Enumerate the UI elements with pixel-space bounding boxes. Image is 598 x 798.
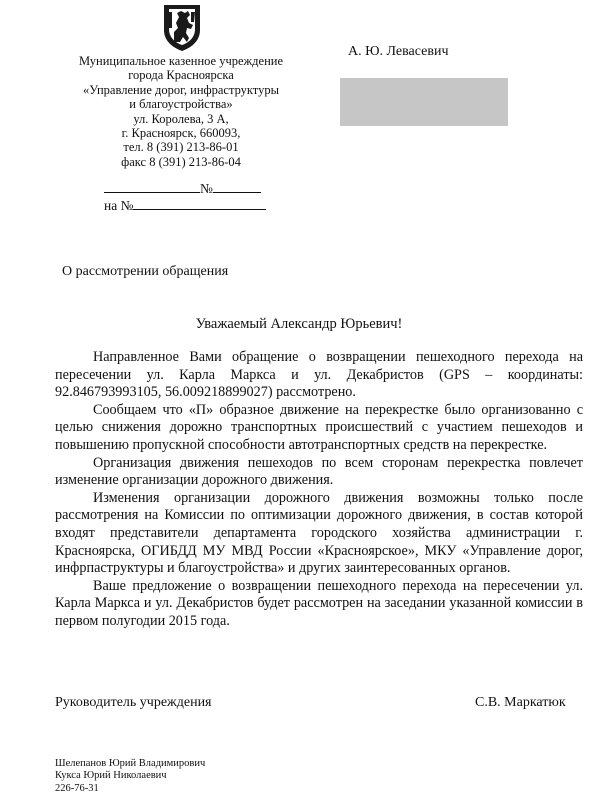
letter-subject: О рассмотрении обращения: [62, 264, 229, 279]
org-address-line: ул. Королева, 3 А,: [133, 111, 229, 126]
executor-phone: 226-76-31: [55, 782, 99, 794]
org-line: Муниципальное казенное учреждение: [78, 54, 284, 68]
body-paragraph: Организация движения пешеходов по всем сторонам перекрестка повлечет изменение организации дорожного движения.: [55, 454, 583, 489]
reference-prefix: на №: [104, 198, 134, 213]
executors-block: [55, 758, 205, 795]
org-address-line: г. Красноярск, 660093,: [121, 126, 241, 141]
org-phone: тел. 8 (391) 213-86-01: [123, 140, 239, 155]
reference-number-line: [104, 197, 266, 214]
org-line: «Управление дорог, инфраструктуры: [82, 82, 280, 97]
number-sign: №: [200, 181, 213, 196]
body-paragraph: Направленное Вами обращение о возвращении пешеходного перехода на пересечении ул. Карла Маркса и ул. Декабристов (GPS – координаты: 92.846793993105, 56.009218899027) рассмотрено.: [55, 349, 583, 401]
addressee-name: А. Ю. Левасевич: [348, 44, 449, 59]
body-paragraph: Ваше предложение о возвращении пешеходного перехода на пересечении ул. Карла Маркса и ул. Декабристов будет рассмотрен на заседании указанной комиссии в первом полугодии 2015 года.: [55, 577, 583, 629]
signer-title: Руководитель учреждения: [55, 695, 212, 710]
signer-name: С.В. Маркатюк: [475, 695, 566, 710]
org-fax: факс 8 (391) 213-86-04: [121, 154, 241, 169]
executor-name: Кукса Юрий Николаевич: [55, 770, 167, 782]
salutation: Уважаемый Александр Юрьевич!: [195, 316, 403, 332]
number-blank: [213, 180, 261, 193]
redacted-address-block: [340, 78, 508, 126]
reference-blank: [133, 197, 266, 210]
org-line: города Красноярска: [128, 68, 234, 83]
letter-body: [55, 349, 583, 631]
coat-of-arms-icon: [160, 2, 204, 52]
body-paragraph: Сообщаем что «П» образное движение на перекрестке было организованно с целью снижения дорожно транспортных происшествий с участием пешеходов и повышению пропускной способности автотранспортных средств на перекрестке.: [55, 401, 583, 453]
date-blank: [104, 180, 200, 193]
org-line: и благоустройства»: [129, 97, 233, 112]
organization-block: [62, 54, 300, 169]
body-paragraph: Изменения организации дорожного движения возможны только после рассмотрения на Комиссии по оптимизации дорожного движения, в состав которой входят представители департамента городского хозяйства администрации г. Красноярска, ОГИБДД МУ МВД России «Красноярское», МКУ «Управление дорог, инфрпаструктуры и благоустройства» и других заинтересованных органов.: [55, 489, 583, 577]
registration-number-line: [104, 180, 261, 197]
executor-name: Шелепанов Юрий Владимирович: [55, 758, 206, 769]
